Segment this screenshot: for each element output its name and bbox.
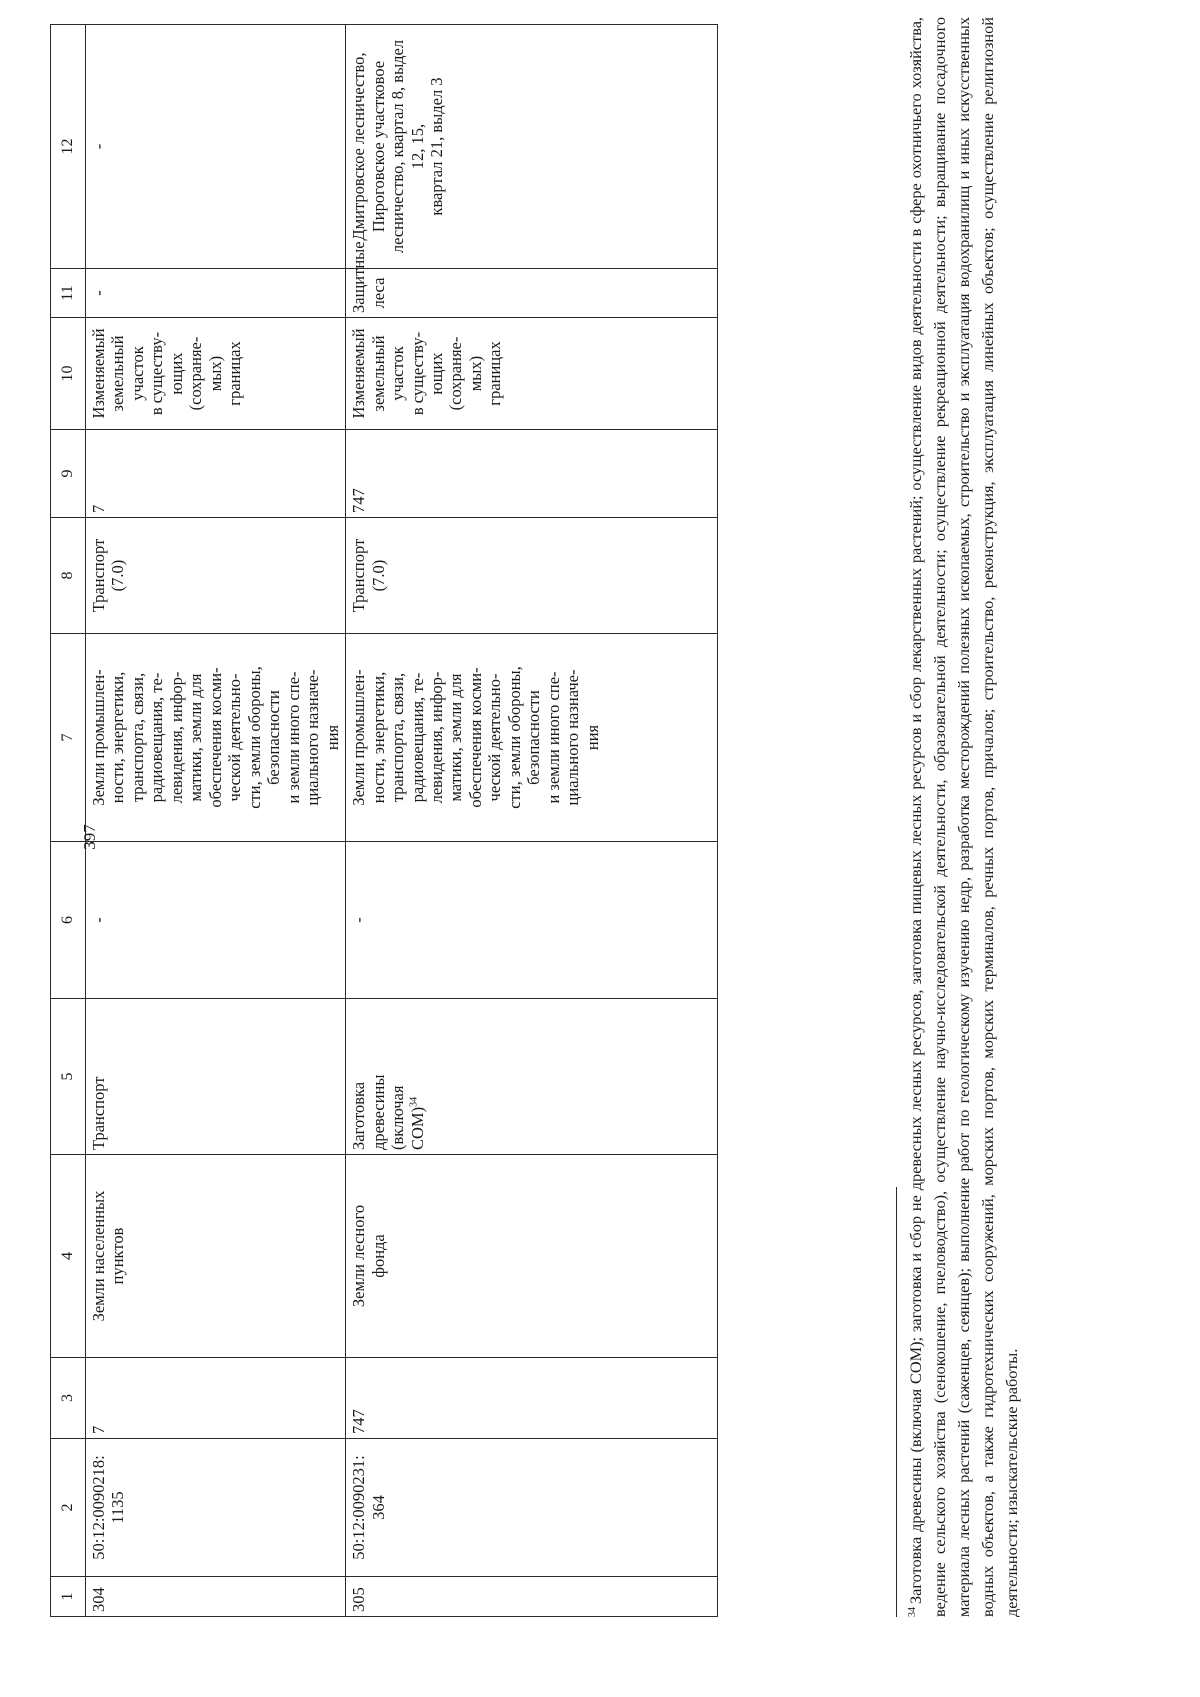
column-9-value: 7	[86, 430, 346, 518]
plot-status: Изменяемый земельный участок в существу- ющих (сохраняе- мых) границах	[86, 318, 346, 430]
cadastral-number: 50:12:0090231: 364	[346, 1439, 718, 1577]
column-number: 6	[51, 842, 86, 999]
permitted-use: Транспорт	[86, 999, 346, 1155]
column-number: 3	[51, 1358, 86, 1439]
forest-type: Защитные леса	[346, 269, 718, 318]
column-number: 8	[51, 518, 86, 634]
permitted-use	[346, 999, 718, 1155]
new-land-category: Земли промышлен- ности, энергетики, транспорта, связи, радиовещания, те- левидения, инфор- матики, земли для обеспечения косми- ческой деятельно- сти, земли обороны, безопасности и земли иного спе- циального назначе- ния	[86, 634, 346, 842]
new-permitted-use: Транспорт (7.0)	[346, 518, 718, 634]
column-12-value: -	[86, 25, 346, 269]
column-number: 7	[51, 634, 86, 842]
column-11-value: -	[86, 269, 346, 318]
footnote-separator	[896, 1187, 897, 1617]
new-permitted-use: Транспорт (7.0)	[86, 518, 346, 634]
land-plot-table	[50, 24, 718, 1617]
footnote	[904, 17, 1025, 1617]
footnote-text: Заготовка древесины (включая СОМ); заготовка и сбор не древесных лесных ресурсов, заготовка пищевых лесных ресурсов и сбор лекарственных растений; осуществление видов деятельности в сфере охотничьего хозяйства, ведение сельского хозяйства (сенокошение, пчеловодство), осуществление научно-исследовательской деятельности, образовательной деятельности; осуществление рекреационной деятельности; выращивание посадочного материала лесных растений (саженцев, сеянцев); выполнение работ по геологическому изучению недр, разработка месторождений полезных ископаемых, строительство и эксплуатация водохранилищ и иных искусственных водных объектов, а также гидротехнических сооружений, морских портов, морских терминалов, речных портов, причалов; строительство, реконструкция, эксплуатация линейных объектов; осуществление религиозной деятельности; изыскательские работы.	[906, 17, 1022, 1617]
land-category: Земли лесного фонда	[346, 1155, 718, 1358]
permitted-use-text: Заготовка древесины (включая СОМ)	[349, 1074, 427, 1150]
table-row	[86, 25, 346, 1617]
page-number: 397	[80, 824, 99, 850]
column-number-row	[51, 25, 86, 1617]
column-6-value: -	[346, 842, 718, 999]
column-number: 11	[51, 269, 86, 318]
row-number: 305	[346, 1577, 718, 1617]
footnote-reference: 34	[408, 1096, 419, 1107]
area-value: 7	[86, 1358, 346, 1439]
column-number: 5	[51, 999, 86, 1155]
column-number: 10	[51, 318, 86, 430]
column-number: 9	[51, 430, 86, 518]
area-value: 747	[346, 1358, 718, 1439]
column-number: 12	[51, 25, 86, 269]
column-number: 4	[51, 1155, 86, 1358]
forest-location: Дмитровское лесничество, Пироговское участковое лесничество, квартал 8, выдел 12, 15, квартал 21, выдел 3	[346, 25, 718, 269]
table-row	[346, 25, 718, 1617]
row-number: 304	[86, 1577, 346, 1617]
cadastral-number: 50:12:0090218: 1135	[86, 1439, 346, 1577]
column-number: 2	[51, 1439, 86, 1577]
footnote-mark: 34	[906, 1607, 918, 1617]
land-category: Земли населенных пунктов	[86, 1155, 346, 1358]
plot-status: Изменяемый земельный участок в существу- ющих (сохраняе- мых) границах	[346, 318, 718, 430]
column-number: 1	[51, 1577, 86, 1617]
column-6-value: -	[86, 842, 346, 999]
column-9-value: 747	[346, 430, 718, 518]
new-land-category: Земли промышлен- ности, энергетики, транспорта, связи, радиовещания, те- левидения, инфор- матики, земли для обеспечения косми- ческой деятельно- сти, земли обороны, безопасности и земли иного спе- циального назначе- ния	[346, 634, 718, 842]
